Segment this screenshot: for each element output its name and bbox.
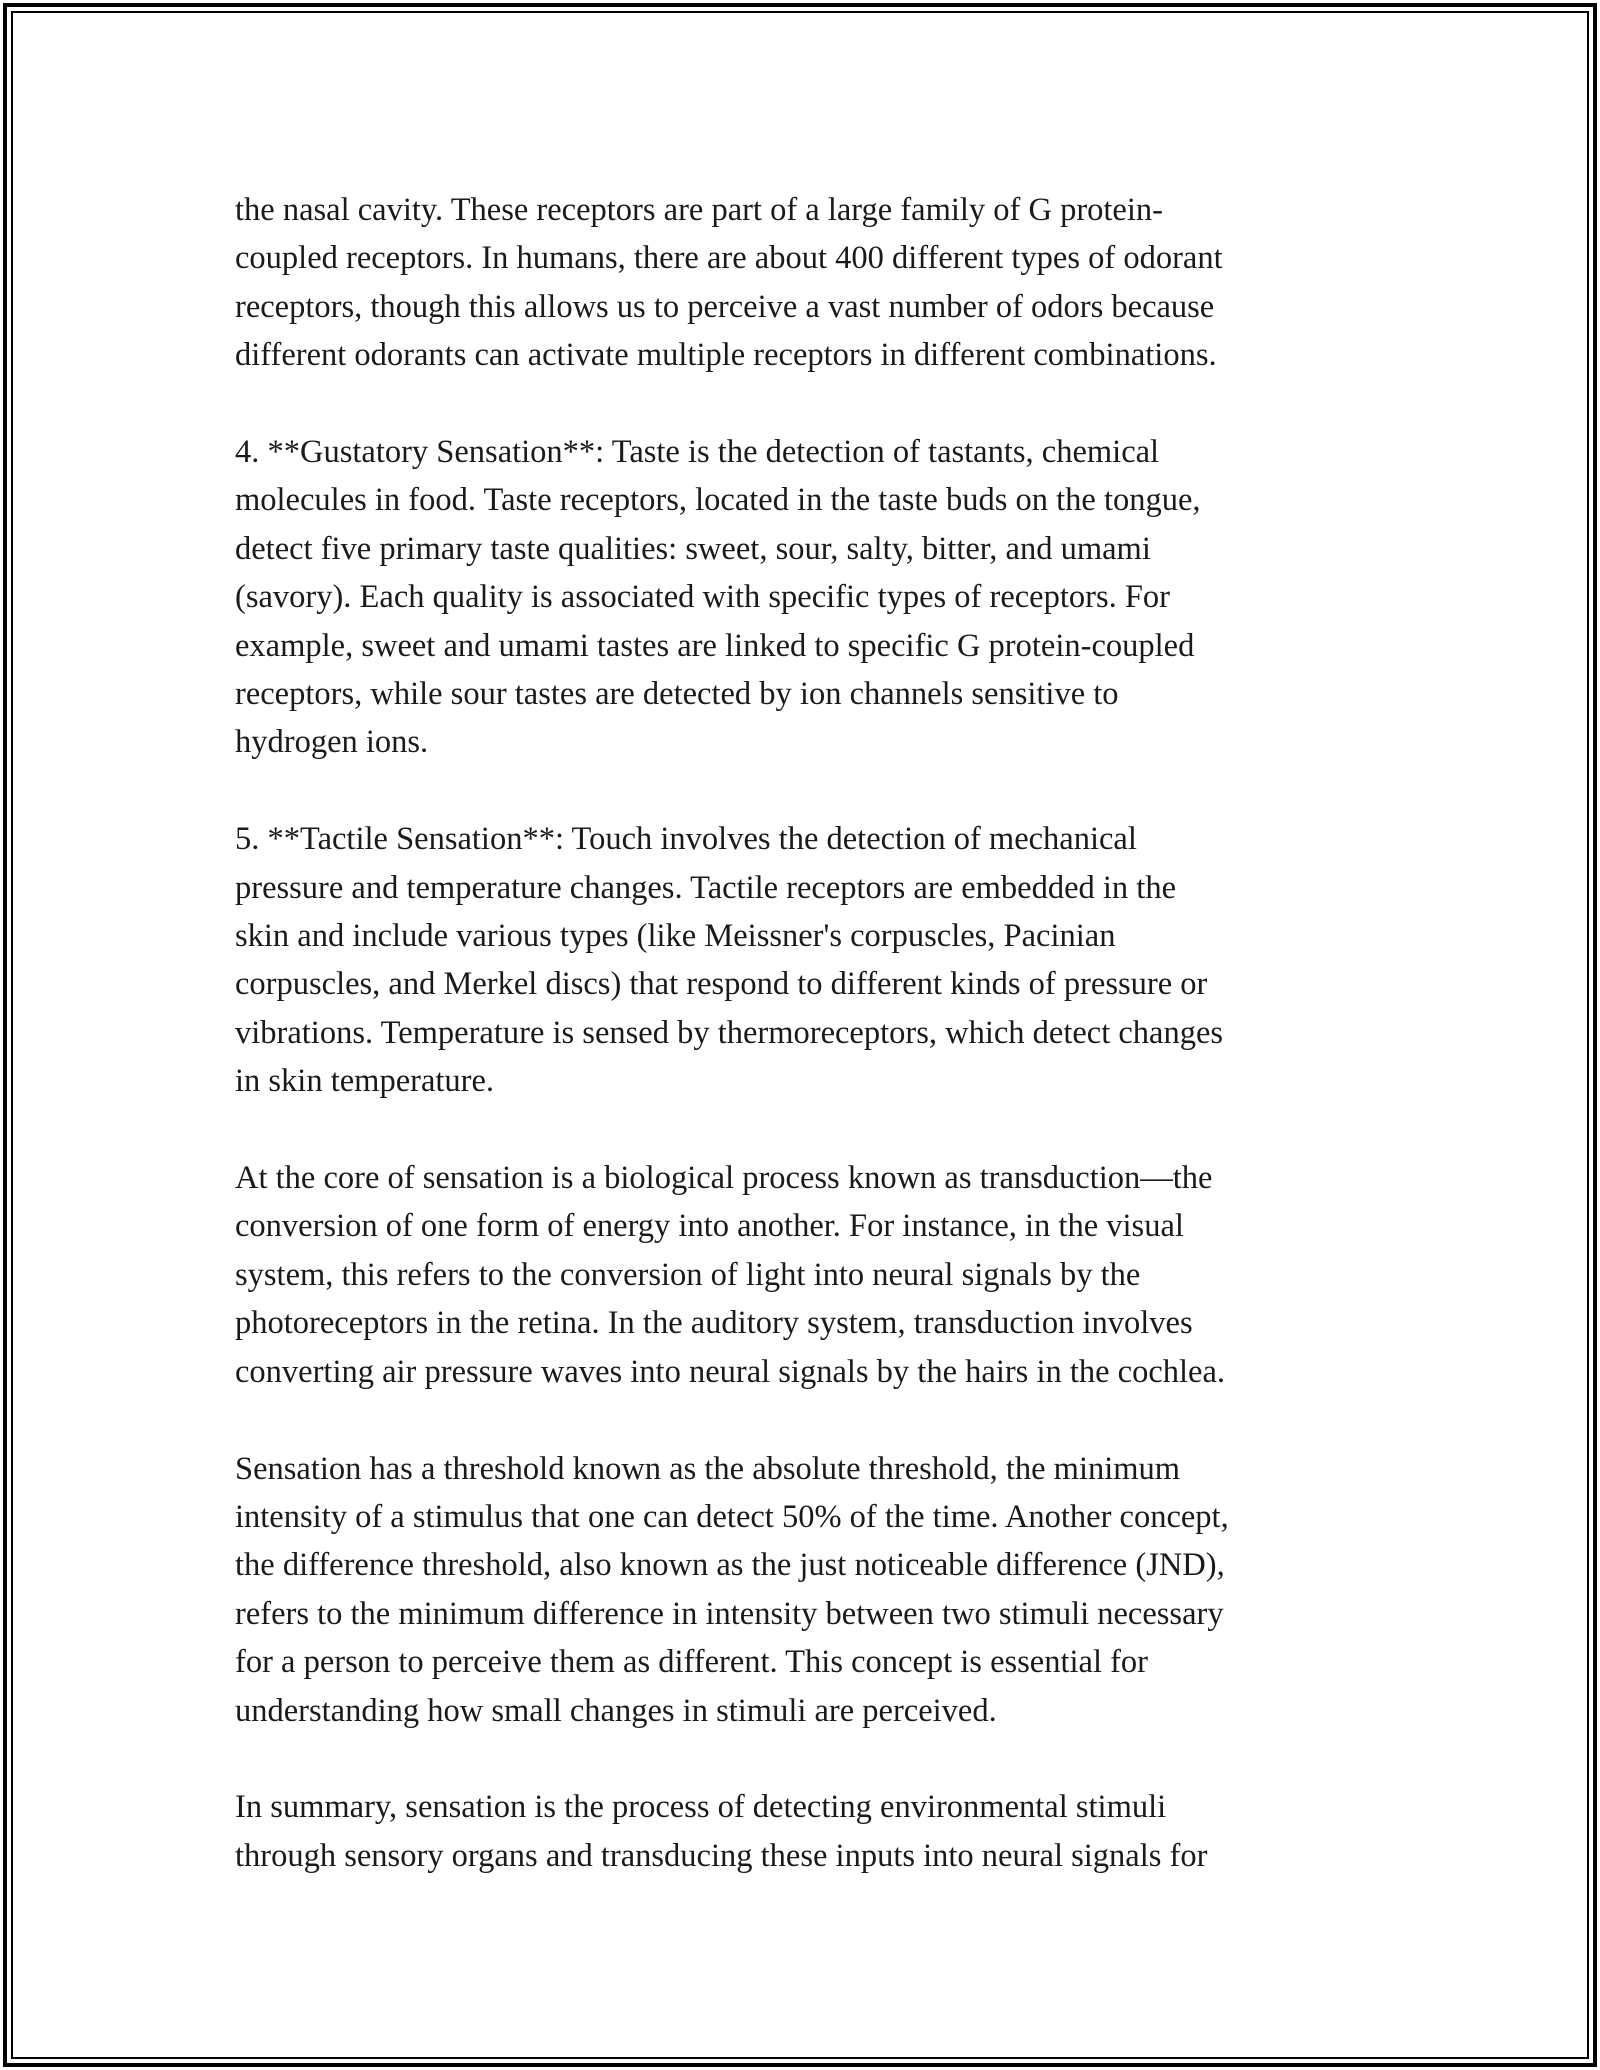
text-line: pressure and temperature changes. Tactile receptors are embedded in the — [235, 869, 1176, 906]
paragraph-olfactory-continuation — [235, 186, 1365, 380]
text-line: 5. **Tactile Sensation**: Touch involves the detection of mechanical — [235, 821, 1137, 858]
text-line: detect five primary taste qualities: sweet, sour, salty, bitter, and umami — [235, 530, 1151, 567]
text-line: photoreceptors in the retina. In the auditory system, transduction involves — [235, 1305, 1193, 1342]
text-line: In summary, sensation is the process of detecting environmental stimuli — [235, 1789, 1167, 1826]
text-line: different odorants can activate multiple receptors in different combinations. — [235, 337, 1217, 374]
text-line: for a person to perceive them as different. This concept is essential for — [235, 1644, 1148, 1681]
document-body — [235, 186, 1365, 1929]
text-line: converting air pressure waves into neural signals by the hairs in the cochlea. — [235, 1353, 1226, 1390]
text-line: Sensation has a threshold known as the absolute threshold, the minimum — [235, 1450, 1181, 1487]
text-line: coupled receptors. In humans, there are about 400 different types of odorant — [235, 240, 1223, 277]
text-line: hydrogen ions. — [235, 724, 429, 761]
text-line: example, sweet and umami tastes are linked to specific G protein-coupled — [235, 627, 1195, 664]
paragraph-transduction — [235, 1154, 1365, 1396]
text-line: receptors, while sour tastes are detected by ion channels sensitive to — [235, 676, 1119, 713]
paragraph-summary — [235, 1783, 1365, 1880]
paragraph-tactile-sensation — [235, 815, 1365, 1105]
text-line: refers to the minimum difference in intensity between two stimuli necessary — [235, 1595, 1224, 1632]
text-line: (savory). Each quality is associated with specific types of receptors. For — [235, 579, 1170, 616]
text-line: conversion of one form of energy into another. For instance, in the visual — [235, 1208, 1184, 1245]
paragraph-thresholds — [235, 1445, 1365, 1735]
text-line: molecules in food. Taste receptors, located in the taste buds on the tongue, — [235, 482, 1201, 519]
text-line: 4. **Gustatory Sensation**: Taste is the detection of tastants, chemical — [235, 434, 1160, 471]
text-line: the difference threshold, also known as the just noticeable difference (JND), — [235, 1547, 1225, 1584]
text-line: system, this refers to the conversion of light into neural signals by the — [235, 1256, 1141, 1293]
text-line: in skin temperature. — [235, 1063, 495, 1100]
text-line: through sensory organs and transducing these inputs into neural signals for — [235, 1837, 1208, 1874]
text-line: receptors, though this allows us to perceive a vast number of odors because — [235, 288, 1215, 325]
text-line: intensity of a stimulus that one can detect 50% of the time. Another concept, — [235, 1498, 1229, 1535]
text-line: the nasal cavity. These receptors are part of a large family of G protein- — [235, 192, 1163, 228]
text-line: corpuscles, and Merkel discs) that respond to different kinds of pressure or — [235, 966, 1208, 1003]
text-line: At the core of sensation is a biological process known as transduction—the — [235, 1160, 1213, 1197]
paragraph-gustatory-sensation — [235, 428, 1365, 767]
text-line: understanding how small changes in stimuli are perceived. — [235, 1692, 997, 1729]
text-line: skin and include various types (like Meissner's corpuscles, Pacinian — [235, 918, 1116, 955]
text-line: vibrations. Temperature is sensed by thermoreceptors, which detect changes — [235, 1014, 1224, 1051]
